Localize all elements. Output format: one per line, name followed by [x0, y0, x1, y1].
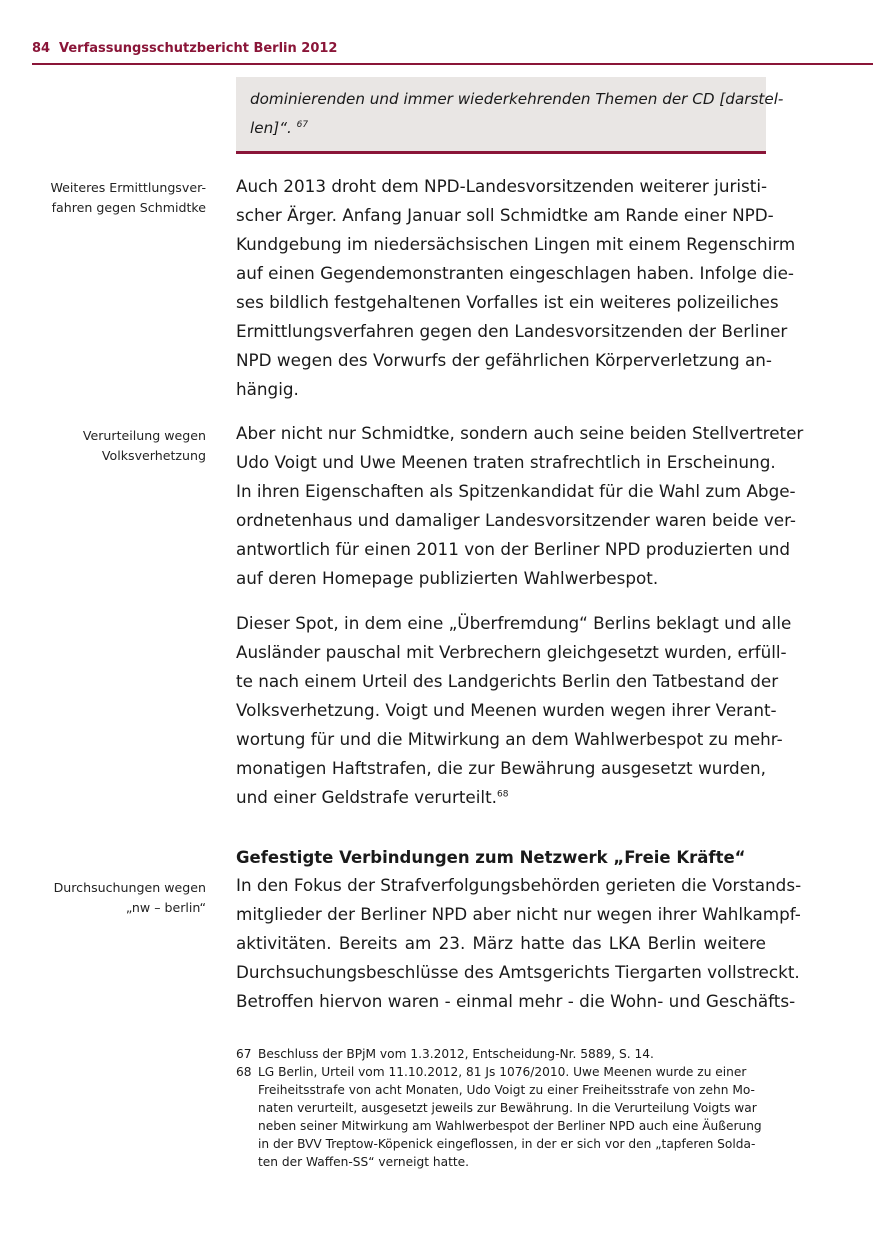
margin-note-verurteilung: [6, 426, 206, 466]
footnote-line: Beschluss der BPjM vom 1.3.2012, Entscheidung-Nr. 5889, S. 14.: [258, 1047, 654, 1061]
text-line: auf einen Gegendemonstranten eingeschlagen haben. Infolge die-: [236, 263, 794, 283]
text-line: hängig.: [236, 379, 299, 399]
text-line: Kundgebung im niedersächsischen Lingen mit einem Regenschirm: [236, 234, 796, 254]
paragraph-3: [236, 609, 792, 812]
text-line: auf deren Homepage publizierten Wahlwerbespot.: [236, 568, 659, 588]
text-line: Durchsuchungsbeschlüsse des Amtsgerichts Tiergarten vollstreckt.: [236, 962, 800, 982]
paragraph-1: [236, 172, 796, 404]
quote-line: dominierenden und immer wiederkehrenden Themen der CD [darstel-: [250, 90, 784, 108]
text-line: In ihren Eigenschaften als Spitzenkandidat für die Wahl zum Abge-: [236, 481, 796, 501]
text-line: wortung für und die Mitwirkung an dem Wahlwerbespot zu mehr-: [236, 729, 783, 749]
paragraph-2: [236, 419, 804, 593]
footnote-ref-68: 68: [497, 789, 509, 800]
quote-line: [250, 114, 752, 143]
text-line: te nach einem Urteil des Landgerichts Berlin den Tatbestand der: [236, 671, 779, 691]
text-line: NPD wegen des Vorwurfs der gefährlichen Körperverletzung an-: [236, 350, 772, 370]
quote-box: [236, 77, 784, 154]
text-line: aktivitäten. Bereits am 23. März hatte das LKA Berlin weitere: [236, 933, 766, 953]
text-line: Udo Voigt und Uwe Meenen traten strafrechtlich in Erscheinung.: [236, 452, 776, 472]
margin-note-line: Verurteilung wegen: [82, 428, 206, 443]
text-line: antwortlich für einen 2011 von der Berliner NPD produzierten und: [236, 539, 791, 559]
running-header-title: Verfassungsschutzbericht Berlin 2012: [59, 41, 338, 56]
footnote-line: ten der Waffen-SS“ verneigt hatte.: [258, 1155, 470, 1169]
text-line: scher Ärger. Anfang Januar soll Schmidtke am Rande einer NPD-: [236, 205, 774, 225]
footnote-line: neben seiner Mitwirkung am Wahlwerbespot der Berliner NPD auch eine Äußerung: [258, 1119, 762, 1133]
page-number: 84: [32, 41, 51, 56]
text-line: monatigen Haftstrafen, die zur Bewährung ausgesetzt wurden,: [236, 758, 766, 778]
footnotes: [236, 1045, 766, 1171]
paragraph-4: [236, 871, 802, 1016]
text-line-content: und einer Geldstrafe verurteilt.: [236, 787, 497, 807]
footnote-ref-67: 67: [296, 119, 309, 130]
footnote-68: [236, 1063, 766, 1171]
margin-note-ermittlungsverfahren: [6, 178, 206, 218]
footnote-line: naten verurteilt, ausgesetzt jeweils zur Bewährung. In die Verurteilung Voigts war: [258, 1101, 757, 1115]
text-line: [236, 783, 766, 812]
text-line: ordnetenhaus und damaliger Landesvorsitzender waren beide ver-: [236, 510, 796, 530]
footnote-number: 67: [236, 1047, 252, 1061]
text-line: Dieser Spot, in dem eine „Überfremdung“ Berlins beklagt und alle: [236, 613, 792, 633]
quote-text: len]“.: [250, 119, 297, 137]
text-line: ses bildlich festgehaltenen Vorfalles ist ein weiteres polizeiliches: [236, 292, 779, 312]
text-line: Betroffen hiervon waren - einmal mehr - die Wohn- und Geschäfts-: [236, 991, 796, 1011]
text-line: Ausländer pauschal mit Verbrechern gleichgesetzt wurden, erfüll-: [236, 642, 787, 662]
footnote-line: Freiheitsstrafe von acht Monaten, Udo Voigt zu einer Freiheitsstrafe von zehn Mo-: [258, 1083, 755, 1097]
section-heading: Gefestigte Verbindungen zum Netzwerk „Freie Kräfte“: [236, 848, 746, 867]
margin-note-line: Volksverhetzung: [101, 448, 206, 463]
footnote-line: LG Berlin, Urteil vom 11.10.2012, 81 Js 1076/2010. Uwe Meenen wurde zu einer: [258, 1065, 747, 1079]
margin-note-line: Durchsuchungen wegen: [53, 880, 206, 895]
margin-note-line: fahren gegen Schmidtke: [51, 200, 206, 215]
text-line: mitglieder der Berliner NPD aber nicht nur wegen ihrer Wahlkampf-: [236, 904, 801, 924]
text-line: Ermittlungsverfahren gegen den Landesvorsitzenden der Berliner: [236, 321, 788, 341]
margin-note-line: „nw – berlin“: [125, 900, 206, 915]
margin-note-durchsuchungen: [6, 878, 206, 918]
text-line: Volksverhetzung. Voigt und Meenen wurden wegen ihrer Verant-: [236, 700, 777, 720]
footnote-number: 68: [236, 1065, 252, 1079]
text-line: Aber nicht nur Schmidtke, sondern auch seine beiden Stellvertreter: [236, 423, 804, 443]
footnote-67: [236, 1045, 766, 1063]
margin-note-line: Weiteres Ermittlungsver-: [50, 180, 206, 195]
running-header: [32, 39, 873, 65]
text-line: In den Fokus der Strafverfolgungsbehörden gerieten die Vorstands-: [236, 875, 802, 895]
text-line: Auch 2013 droht dem NPD-Landesvorsitzenden weiterer juristi-: [236, 176, 768, 196]
footnote-line: in der BVV Treptow-Köpenick eingeflossen, in der er sich vor den „tapferen Solda-: [258, 1137, 756, 1151]
